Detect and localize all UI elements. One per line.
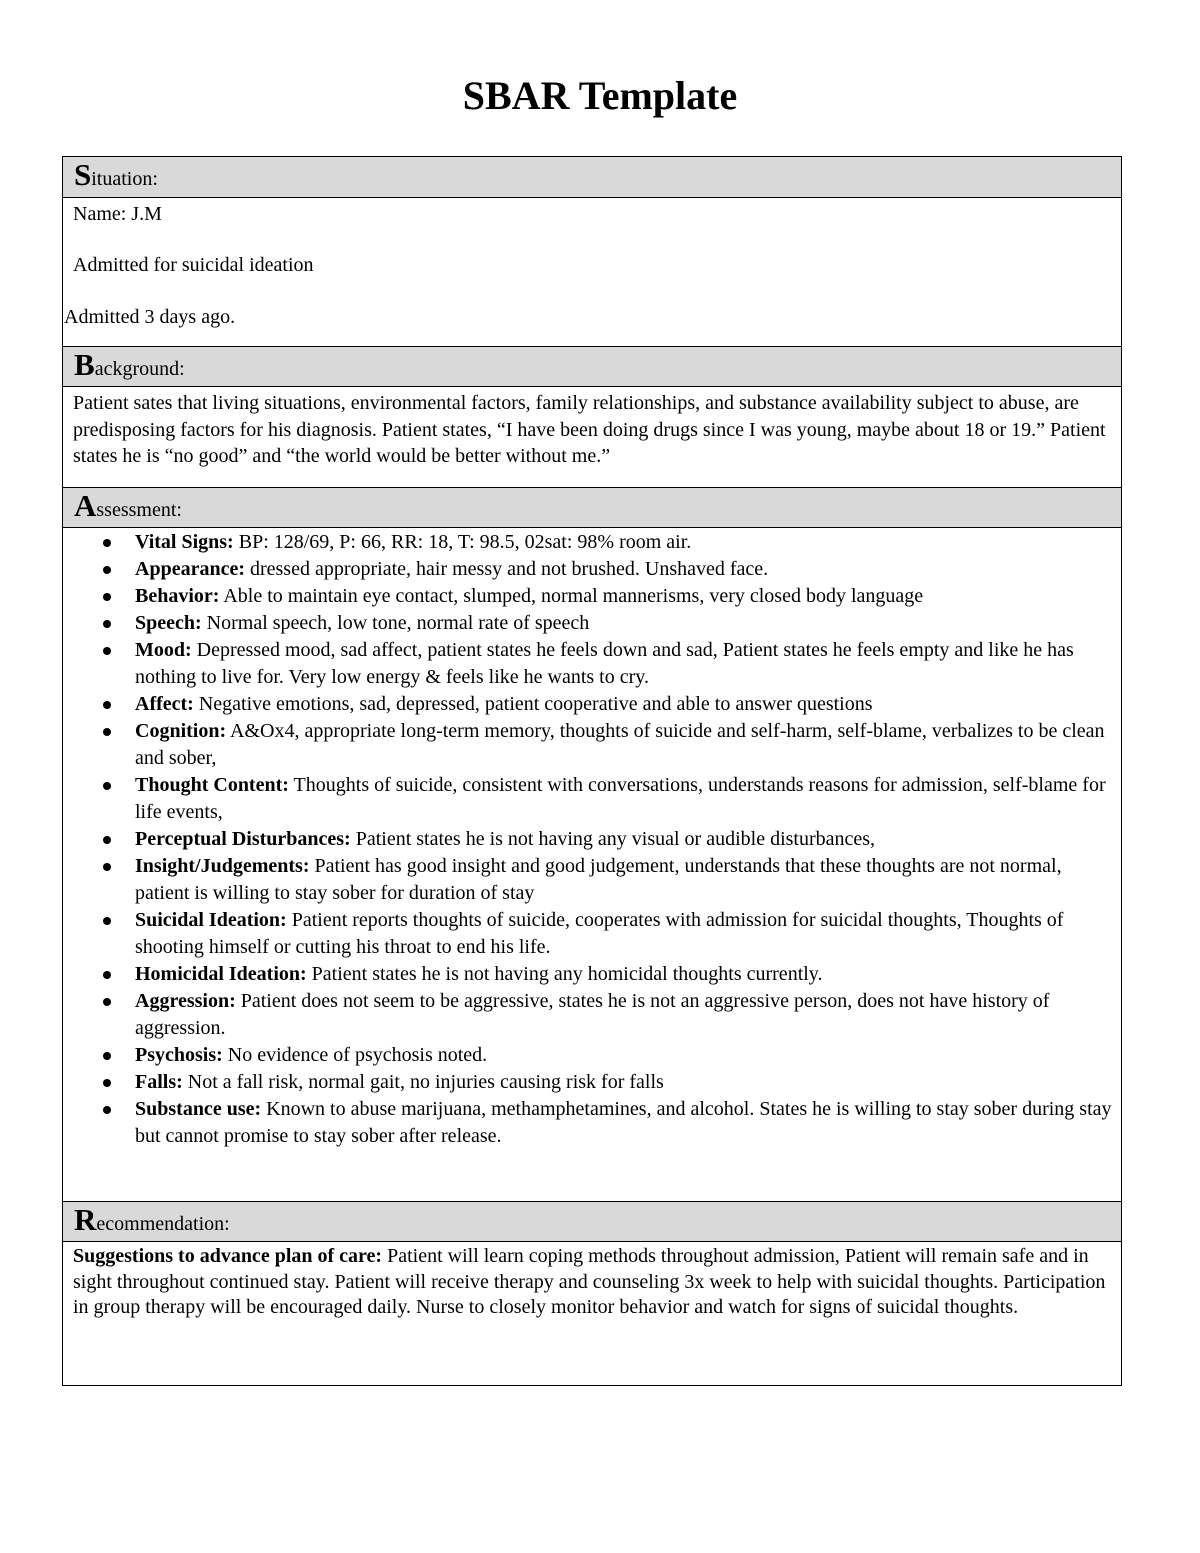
assessment-item-affect (135, 691, 1118, 718)
assessment-text: dressed appropriate, hair messy and not brushed. Unshaved face. (244, 558, 769, 580)
bullet-icon (103, 782, 111, 790)
assessment-item-perceptual-disturbances (135, 826, 1118, 853)
recommendation-body: Patient will learn coping methods throughout admission, Patient will remain safe and in sight throughout continued stay. Patient will receive therapy and counseling 3x week to help with suicidal thoughts. Participation in group therapy will be encouraged daily. Nurse to closely monitor behavior and watch for signs of suicidal thoughts. (73, 1245, 1106, 1318)
assessment-label: Perceptual Disturbances: (135, 828, 351, 850)
assessment-label: Substance use: (135, 1098, 262, 1120)
assessment-list (63, 529, 1118, 1150)
assessment-label: Suicidal Ideation: (135, 909, 287, 931)
assessment-text: Negative emotions, sad, depressed, patient cooperative and able to answer questions (193, 693, 873, 715)
assessment-text: Patient states he is not having any visual or audible disturbances, (350, 828, 876, 850)
assessment-header-initial: A (74, 488, 97, 523)
bullet-icon (103, 1079, 111, 1087)
assessment-label: Psychosis: (135, 1044, 223, 1066)
assessment-label: Thought Content: (135, 774, 289, 796)
bullet-icon (103, 620, 111, 628)
bullet-icon (103, 566, 111, 574)
assessment-item-insight-judgements (135, 853, 1118, 907)
assessment-item-falls (135, 1069, 1118, 1096)
bullet-icon (103, 998, 111, 1006)
assessment-label: Aggression: (135, 990, 236, 1012)
bullet-icon (103, 647, 111, 655)
assessment-text: Not a fall risk, normal gait, no injuries causing risk for falls (182, 1071, 664, 1093)
assessment-header-label: ssessment: (96, 499, 182, 521)
assessment-label: Vital Signs: (135, 531, 234, 553)
assessment-text: Thoughts of suicide, consistent with conversations, understands reasons for admission, self-blame for life events, (135, 774, 1106, 823)
assessment-item-speech (135, 610, 1118, 637)
assessment-item-vital-signs (135, 529, 1118, 556)
background-text: Patient sates that living situations, environmental factors, family relationships, and substance availability subject to abuse, are predisposing factors for his diagnosis. Patient states, “I have been doing drugs since I was young, maybe about 18 or 19.” Patient states he is “no good” and “the world would be better without me.” (73, 392, 1106, 467)
assessment-text: Patient states he is not having any homicidal thoughts currently. (306, 963, 823, 985)
recommendation-header (63, 1201, 1121, 1242)
background-header-label: ackground: (94, 358, 185, 380)
assessment-text: Normal speech, low tone, normal rate of speech (201, 612, 590, 634)
assessment-text: No evidence of psychosis noted. (222, 1044, 488, 1066)
assessment-text: Able to maintain eye contact, slumped, normal mannerisms, very closed body language (219, 585, 924, 607)
background-header-initial: B (74, 347, 95, 382)
recommendation-label: Suggestions to advance plan of care: (73, 1245, 383, 1267)
bullet-icon (103, 1052, 111, 1060)
bullet-icon (103, 728, 111, 736)
assessment-item-homicidal-ideation (135, 961, 1118, 988)
bullet-icon (103, 917, 111, 925)
assessment-item-aggression (135, 988, 1118, 1042)
situation-header (63, 157, 1121, 198)
bullet-icon (103, 539, 111, 547)
assessment-item-mood (135, 637, 1118, 691)
bullet-icon (103, 593, 111, 601)
assessment-item-suicidal-ideation (135, 907, 1118, 961)
assessment-item-thought-content (135, 772, 1118, 826)
assessment-label: Insight/Judgements: (135, 855, 310, 877)
assessment-label: Falls: (135, 1071, 183, 1093)
assessment-item-behavior (135, 583, 1118, 610)
recommendation-text (73, 1244, 1117, 1321)
situation-header-initial: S (74, 157, 92, 192)
assessment-label: Mood: (135, 639, 192, 661)
assessment-label: Speech: (135, 612, 202, 634)
background-header (63, 346, 1121, 387)
assessment-text: Patient does not seem to be aggressive, states he is not an aggressive person, does not have history of aggression. (135, 990, 1050, 1039)
bullet-icon (103, 1106, 111, 1114)
assessment-item-psychosis (135, 1042, 1118, 1069)
assessment-text: Patient reports thoughts of suicide, cooperates with admission for suicidal thoughts, Thoughts of shooting himself or cutting his throat to end his life. (135, 909, 1064, 958)
situation-name: Name: J.M (73, 203, 162, 225)
bullet-icon (103, 863, 111, 871)
assessment-text: Patient has good insight and good judgement, understands that these thoughts are not normal, patient is willing to stay sober for duration of stay (135, 855, 1062, 904)
assessment-text: Depressed mood, sad affect, patient states he feels down and sad, Patient states he feels empty and like he has nothing to live for. Very low energy & feels like he wants to cry. (135, 639, 1074, 688)
assessment-item-cognition (135, 718, 1118, 772)
assessment-label: Cognition: (135, 720, 227, 742)
situation-admitted-reason: Admitted for suicidal ideation (73, 254, 314, 276)
recommendation-header-initial: R (74, 1202, 97, 1237)
assessment-item-appearance (135, 556, 1118, 583)
sbar-table (62, 156, 1122, 1386)
bullet-icon (103, 971, 111, 979)
assessment-label: Affect: (135, 693, 194, 715)
assessment-label: Homicidal Ideation: (135, 963, 307, 985)
page-title: SBAR Template (462, 73, 738, 118)
assessment-header (63, 487, 1121, 528)
bullet-icon (103, 836, 111, 844)
assessment-text: BP: 128/69, P: 66, RR: 18, T: 98.5, 02sat: 98% room air. (233, 531, 692, 553)
bullet-icon (103, 701, 111, 709)
assessment-item-substance-use (135, 1096, 1118, 1150)
recommendation-header-label: ecommendation: (96, 1213, 230, 1235)
assessment-label: Behavior: (135, 585, 220, 607)
situation-admitted-time: Admitted 3 days ago. (64, 306, 236, 328)
situation-header-label: ituation: (91, 168, 158, 190)
assessment-text: Known to abuse marijuana, methamphetamines, and alcohol. States he is willing to stay sober during stay but cannot promise to stay sober after release. (135, 1098, 1112, 1147)
assessment-label: Appearance: (135, 558, 245, 580)
assessment-text: A&Ox4, appropriate long-term memory, thoughts of suicide and self-harm, self-blame, verbalizes to be clean and sober, (135, 720, 1105, 769)
